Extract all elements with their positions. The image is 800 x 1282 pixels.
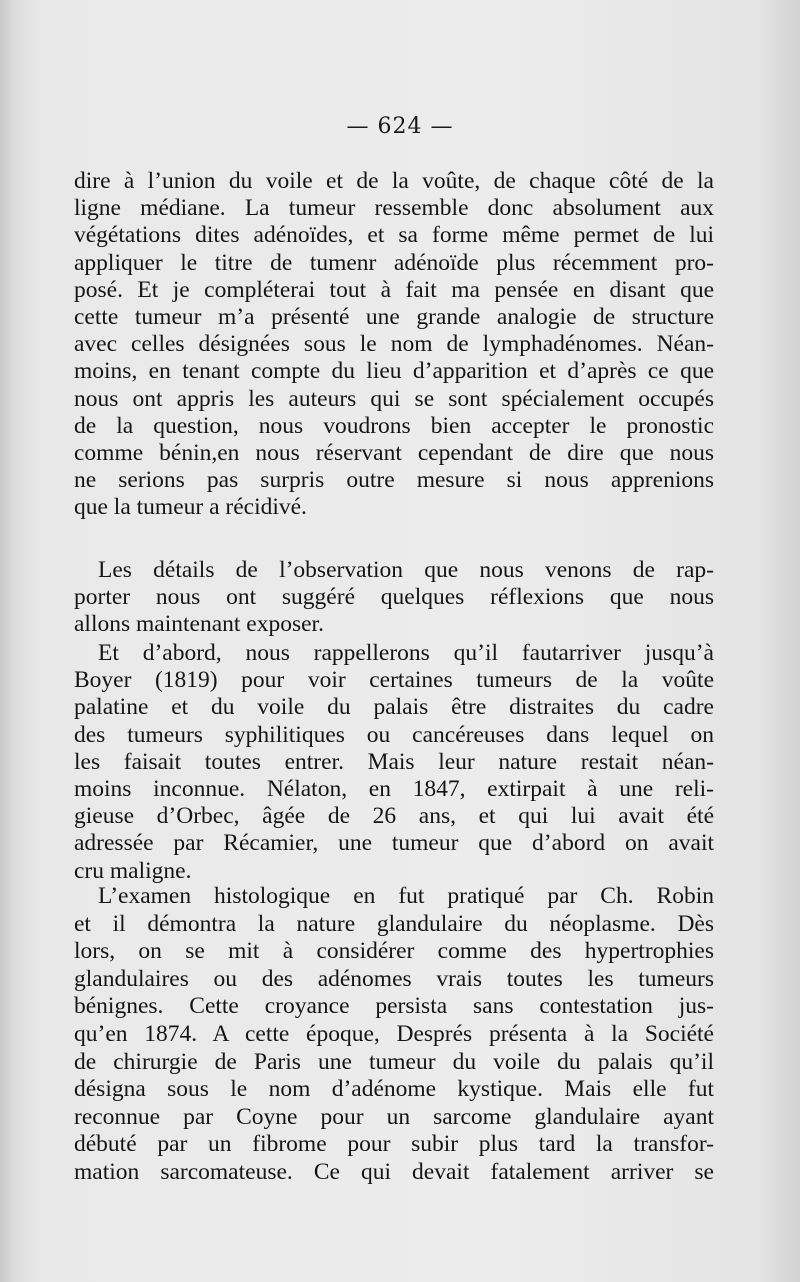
text-line: et il démontra la nature glandulaire du néoplasme. Dès [74, 910, 714, 937]
text-line: bénignes. Cette croyance persista sans contestation jus- [74, 993, 714, 1020]
page-number: — 624 — [346, 114, 454, 139]
text-line: moins, en tenant compte du lieu d’apparition et d’après ce que [74, 358, 714, 385]
text-line: gieuse d’Orbec, âgée de 26 ans, et qui lui avait été [74, 803, 714, 830]
text-line: cette tumeur m’a présenté une grande analogie de structure [74, 304, 714, 331]
text-line: dire à l’union du voile et de la voûte, de chaque côté de la [74, 168, 714, 194]
paragraph-continuation [74, 168, 714, 522]
text-line: ligne médiane. La tumeur ressemble donc absolument aux [74, 195, 714, 222]
text-line: les faisait toutes entrer. Mais leur nature restait néan- [74, 748, 714, 775]
text-line: moins inconnue. Nélaton, en 1847, extirpait à une reli- [74, 776, 714, 803]
text-line: reconnue par Coyne pour un sarcome glandulaire ayant [74, 1103, 714, 1130]
text-line: avec celles désignées sous le nom de lymphadénomes. Néan- [74, 331, 714, 358]
text-line: des tumeurs syphilitiques ou cancéreuses dans lequel on [74, 721, 714, 748]
text-line: nous ont appris les auteurs qui se sont spécialement occupés [74, 385, 714, 412]
text-line: cru maligne. [74, 857, 192, 884]
text-line: que la tumeur a récidivé. [74, 494, 307, 521]
text-line: allons maintenant exposer. [74, 611, 324, 638]
text-line: Et d’abord, nous rappellerons qu’il fautarriver jusqu’à [98, 640, 714, 666]
text-line: de la question, nous voudrons bien accepter le pronostic [74, 412, 714, 439]
text-line: qu’en 1874. A cette époque, Després présenta à la Société [74, 1020, 714, 1047]
text-line: appliquer le titre de tumenr adénoïde plus récemment pro- [74, 249, 714, 276]
text-line: lors, on se mit à considérer comme des hypertrophies [74, 938, 714, 965]
text-line: mation sarcomateuse. Ce qui devait fatalement arriver se [74, 1158, 714, 1185]
text-line: glandulaires ou des adénomes vrais toutes les tumeurs [74, 965, 714, 992]
text-line: Les détails de l’observation que nous venons de rap- [98, 557, 714, 583]
text-line: de chirurgie de Paris une tumeur du voile du palais qu’il [74, 1048, 714, 1075]
paragraph-historical-boyer [74, 640, 714, 885]
text-line: posé. Et je compléterai tout à fait ma pensée en disant que [74, 276, 714, 303]
paragraph-observation-details [74, 557, 714, 639]
text-line: palatine et du voile du palais être distraites du cadre [74, 694, 714, 721]
text-line: désigna sous le nom d’adénome kystique. Mais elle fut [74, 1076, 714, 1103]
text-line: ne serions pas surpris outre mesure si nous apprenions [74, 467, 714, 494]
text-line: comme bénin,en nous réservant cependant de dire que nous [74, 440, 714, 467]
text-line: porter nous ont suggéré quelques réflexions que nous [74, 584, 714, 611]
text-line: adressée par Récamier, une tumeur que d’abord on avait [74, 830, 714, 857]
text-line: Boyer (1819) pour voir certaines tumeurs de la voûte [74, 667, 714, 694]
text-line: débuté par un fibrome pour subir plus tard la transfor- [74, 1131, 714, 1158]
text-line: L’examen histologique en fut pratiqué par Ch. Robin [98, 883, 714, 909]
paragraph-histology [74, 883, 714, 1187]
text-line: végétations dites adénoïdes, et sa forme même permet de lui [74, 222, 714, 249]
